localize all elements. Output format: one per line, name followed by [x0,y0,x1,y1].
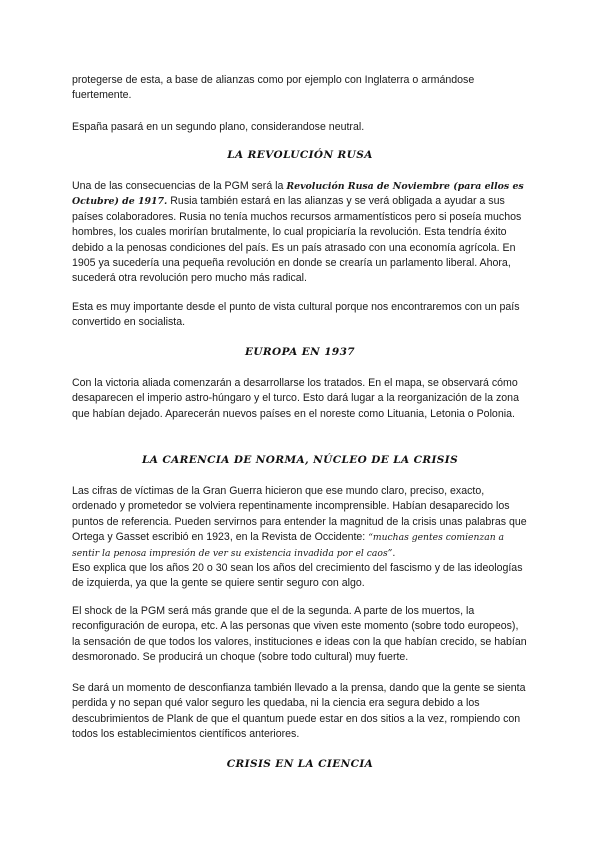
paragraph-ideologies: Eso explica que los años 20 o 30 sean los años del crecimiento del fascismo y de las ideologías de izquierda, ya que la gente se quiere sentir seguro con algo. [72,562,523,590]
paragraph-war-victims [72,484,528,592]
paragraph-alliances: protegerse de esta, a base de alianzas como por ejemplo con Inglaterra o armándose fuertemente. [72,74,475,102]
heading-europe-1937: EUROPA EN 1937 [244,346,356,358]
heading-crisis-in-science: CRISIS EN LA CIENCIA [226,758,374,770]
quote-period: . [392,546,396,559]
paragraph-russian-revolution [72,179,528,287]
paragraph-pgm-shock: El shock de la PGM será más grande que el de la segunda. A parte de los muertos, la reconfiguración de europa, etc. A las personas que viven este momento (sobre todo europeos), la sensación de que todos los valores, instituciones e ideas con la que habían crecido, se habían desmoronado. Se producirá un choque (sobre todo cultural) muy fuerte. [72,605,527,664]
paragraph-cultural-importance: Esta es muy importante desde el punto de vista cultural porque nos encontraremos con un país convertido en socialista. [72,301,520,329]
heading-lack-of-norm: LA CARENCIA DE NORMA, NÚCLEO DE LA CRISIS [141,454,459,466]
paragraph-war-victims-intro: Las cifras de víctimas de la Gran Guerra hicieron que ese mundo claro, preciso, exacto, ordenado y prometedor se volviera repentinamente incomprensible. Habían desaparecido los puntos de referencia. Pueden servirnos para entender la magnitud de la crisis unas palabras que Ortega y Gasset escribió en 1923, en la Revista de Occidente: [72,485,527,544]
ortega-quote: “muchas gentes comienzan a sentir la penosa impresión de ver su existencia invadida por el caos” [72,532,505,559]
paragraph-russian-revolution-body: Rusia también estará en las alianzas y se verá obligada a ayudar a sus países colaboradores. Rusia no tenía muchos recursos armamentísticos pero si poseía muchos hombres, los cuales morirían brutalmente, lo cual propiciaría la revolución. Esta tendría éxito debido a la penosas condiciones del país. Es un país atrasado con una economía agrícola. En 1905 ya sucedería una pequeña revolución en donde se crearía un parlamento liberal. Ahora, sucederá otra revolución pero mucho más radical. [72,195,522,285]
paragraph-spain-neutral: España pasará en un segundo plano, considerandose neutral. [72,121,365,133]
paragraph-distrust: Se dará un momento de desconfianza también llevado a la prensa, dando que la gente se sienta perdida y no sepan qué valor seguro les quedaba, ni la ciencia era segura debido a los descubrimientos de Plank de que el quantum puede estar en dos sitios a la vez, rompiendo con todos los establecimientos científicos anteriores. [72,682,526,741]
heading-russian-revolution: LA REVOLUCIÓN RUSA [227,149,373,161]
paragraph-russian-revolution-intro: Una de las consecuencias de la PGM será la [72,180,287,192]
paragraph-treaties: Con la victoria aliada comenzarán a desarrollarse los tratados. En el mapa, se observará cómo desaparecen el imperio astro-húngaro y el turco. Esto dará lugar a la reorganización de la zona que habían dejado. Aparecerán nuevos países en el noreste como Lituania, Letonia o Polonia. [72,377,519,420]
revolution-highlight: Revolución Rusa de Noviembre (para ellos es Octubre) de 1917. [72,181,524,208]
